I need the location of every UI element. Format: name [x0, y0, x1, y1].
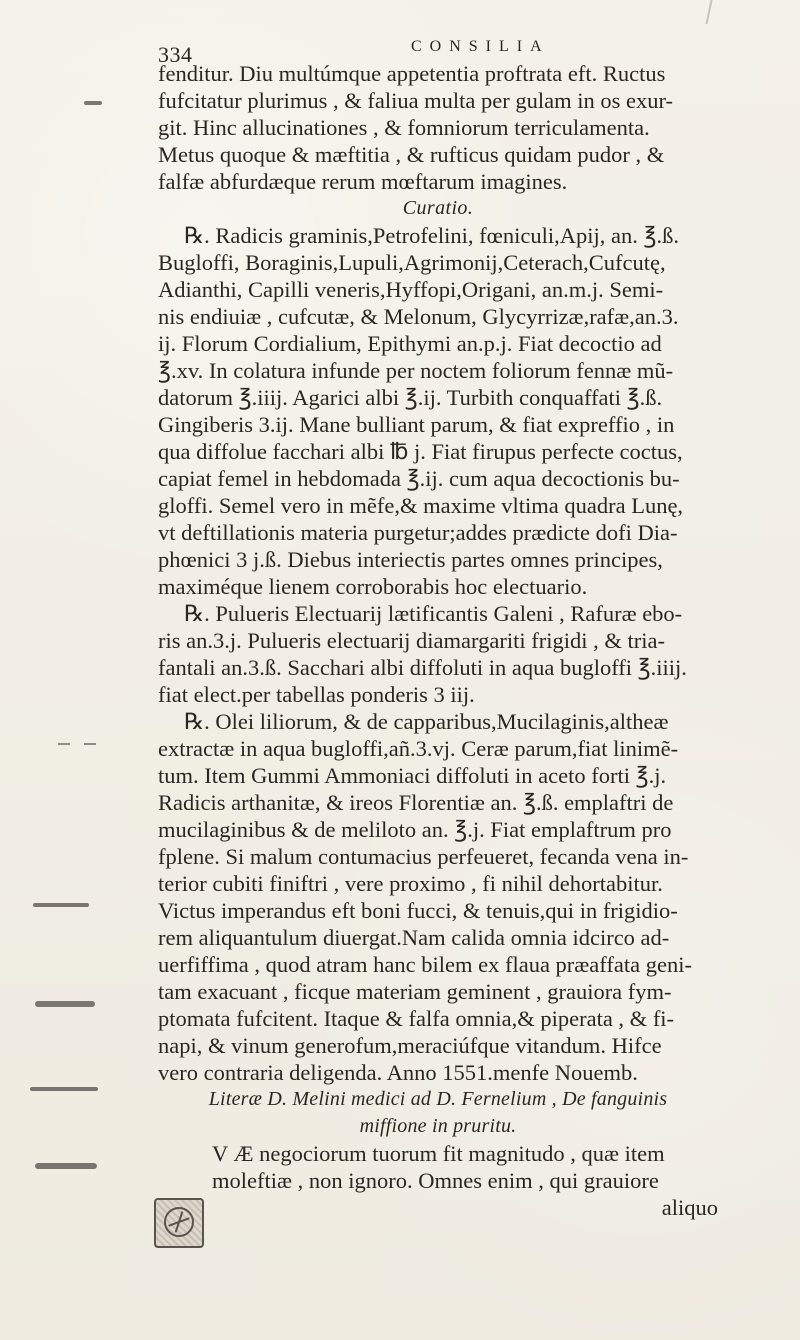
text-line: fufcitatur plurimus , & faliua multa per gulam in os exur-: [158, 88, 674, 113]
text-line: Gingiberis 3.ij. Mane bulliant parum, & fiat expreffio , in: [158, 412, 675, 437]
margin-dash: [58, 743, 70, 745]
text-line: vero contraria deligenda. Anno 1551.menfe Nouemb.: [158, 1060, 638, 1085]
text-line: git. Hinc allucinationes , & fomniorum terriculamenta.: [158, 115, 650, 140]
text-line: V Æ negociorum tuorum fit magnitudo , quæ item: [212, 1141, 665, 1166]
text-line: gloffi. Semel vero in mẽfe,& maxime vltima quadra Lunę,: [158, 493, 684, 518]
section-heading: Curatio.: [402, 197, 474, 219]
text-line: qua diffolue facchari albi ℔ j. Fiat firupus perfecte coctus,: [158, 439, 683, 464]
text-line: Victus imperandus eft boni fucci, & tenuis,qui in frigidio-: [158, 898, 678, 923]
text-line: mucilaginibus & de meliloto an. ℥.j. Fiat emplaftrum pro: [158, 817, 672, 842]
text-line: ℞. Radicis graminis,Petrofelini, fœniculi,Apij, an. ℥.ß.: [184, 223, 679, 248]
text-line: ptomata fufcitent. Itaque & falfa omnia,& piperata , & fi-: [158, 1006, 675, 1031]
text-line: vt deftillationis materia purgetur;addes prædicte dofi Dia-: [158, 520, 678, 545]
text-line: ℞. Olei liliorum, & de capparibus,Mucilaginis,altheæ: [184, 709, 669, 734]
text-line: fenditur. Diu multúmque appetentia proftrata eft. Ructus: [158, 61, 666, 86]
margin-mark: [30, 1087, 98, 1091]
text-line: ris an.3.j. Pulueris electuarij diamargariti frigidi , & tria-: [158, 628, 665, 653]
text-line: napi, & vinum generofum,meraciúfque vitandum. Hifce: [158, 1033, 662, 1058]
main-text: [158, 60, 718, 1221]
text-line: uerfiffima , quod atram hanc bilem ex flaua præaffata geni-: [158, 952, 692, 977]
text-line: datorum ℥.iiij. Agarici albi ℥.ij. Turbith conquaffati ℥.ß.: [158, 385, 663, 410]
text-line: nis endiuiæ , cufcutæ, & Melonum, Glycyrrizæ,rafæ,an.3.: [158, 304, 679, 329]
letter-title: Literæ D. Melini medici ad D. Fernelium , De fanguinis: [208, 1088, 668, 1110]
text-line: Bugloffi, Boraginis,Lupuli,Agrimonij,Ceterach,Cufcutę,: [158, 250, 666, 275]
page-edge-mark: [705, 0, 712, 24]
text-line: phœnici 3 j.ß. Diebus interiectis partes omnes principes,: [158, 547, 663, 572]
text-line: aliquo: [661, 1195, 718, 1220]
page-number: 334: [158, 42, 193, 67]
text-line: extractæ in aqua bugloffi,añ.3.vj. Ceræ parum,fiat linimẽ-: [158, 736, 679, 761]
text-line: Adianthi, Capilli veneris,Hyffopi,Origani, an.m.j. Semi-: [158, 277, 664, 302]
running-title: CONSILIA: [411, 38, 550, 55]
margin-mark: [33, 903, 89, 907]
letter-subtitle: miffione in pruritu.: [359, 1115, 517, 1137]
text-line: rem aliquantulum diuergat.Nam calida omnia idcirco ad-: [158, 925, 670, 950]
text-line: ℞. Pulueris Electuarij lætificantis Galeni , Rafuræ ebo-: [184, 601, 683, 626]
woodcut-pattern: [164, 1207, 194, 1237]
text-line: ij. Florum Cordialium, Epithymi an.p.j. Fiat decoctio ad: [158, 331, 662, 356]
margin-mark: [35, 1163, 97, 1169]
margin-mark: [84, 101, 102, 105]
text-line: moleftiæ , non ignoro. Omnes enim , qui grauiore: [212, 1168, 659, 1193]
text-line: falfæ abfurdæque rerum mœftarum imagines.: [158, 169, 568, 194]
text-line: fplene. Si malum contumacius perfeueret, fecanda vena in-: [158, 844, 689, 869]
text-line: fiat elect.per tabellas ponderis 3 iij.: [158, 682, 475, 707]
margin-mark: [35, 1001, 95, 1007]
text-line: terior cubiti finiftri , vere proximo , fi nihil dehortabitur.: [158, 871, 663, 896]
text-line: Metus quoque & mæftitia , & rufticus quidam pudor , &: [158, 142, 665, 167]
text-line: capiat femel in hebdomada ℥.ij. cum aqua decoctionis bu-: [158, 466, 680, 491]
text-line: ℥.xv. In colatura infunde per noctem foliorum fennæ mũ-: [158, 358, 674, 383]
text-line: fantali an.3.ß. Sacchari albi diffoluti in aqua bugloffi ℥.iiij.: [158, 655, 687, 680]
text-line: Radicis arthanitæ, & ireos Florentiæ an. ℥.ß. emplaftri de: [158, 790, 674, 815]
text-line: maximéque lienem corroborabis hoc electuario.: [158, 574, 588, 599]
text-line: tam exacuant , ficque materiam geminent , grauiora fym-: [158, 979, 672, 1004]
text-line: tum. Item Gummi Ammoniaci diffoluti in aceto forti ℥.j.: [158, 763, 667, 788]
margin-dash: [84, 743, 96, 745]
woodcut-initial-icon: [154, 1198, 204, 1248]
